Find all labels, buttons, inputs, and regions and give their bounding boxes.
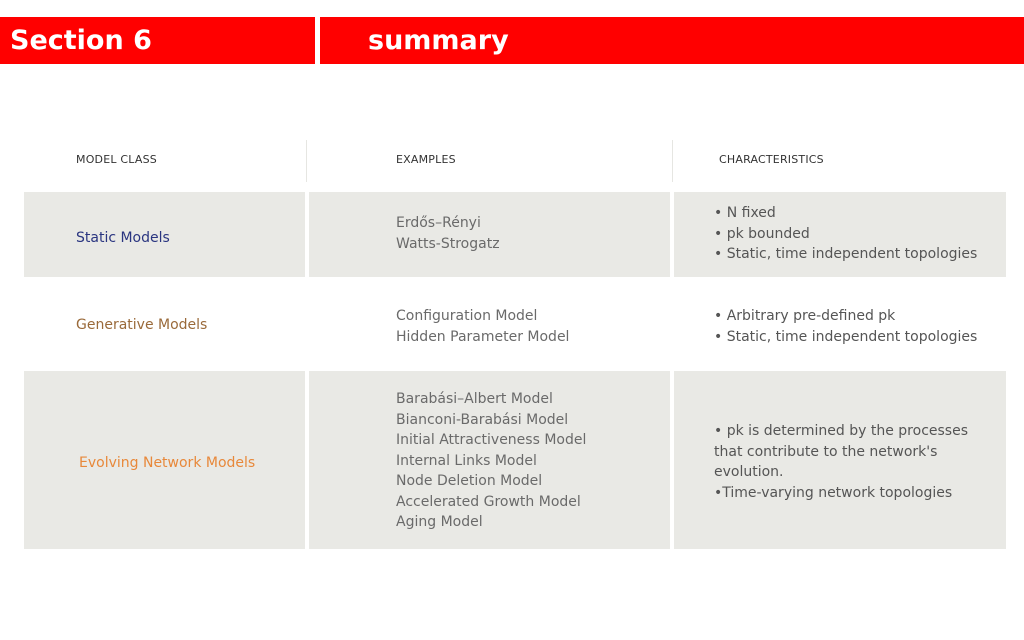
- examples-evolving: [396, 389, 586, 533]
- example-item: Accelerated Growth Model: [396, 493, 581, 510]
- column-header-characteristics: CHARACTERISTICS: [719, 153, 824, 166]
- characteristics-generative: [714, 306, 977, 347]
- characteristic-item: • Arbitrary pre-defined pk: [714, 308, 896, 324]
- column-divider: [672, 140, 673, 182]
- table-row-cell: [24, 192, 305, 277]
- characteristic-item: evolution.: [714, 464, 784, 480]
- characteristic-item: • N fixed: [714, 205, 776, 221]
- characteristics-evolving: [714, 421, 968, 503]
- examples-generative: [396, 306, 569, 347]
- model-class-static: Static Models: [76, 230, 170, 246]
- characteristic-item: • Static, time independent topologies: [714, 246, 978, 262]
- column-header-model-class: MODEL CLASS: [76, 153, 157, 166]
- table-row-cell: [309, 192, 670, 277]
- example-item: Hidden Parameter Model: [396, 328, 570, 345]
- examples-static: [396, 213, 500, 254]
- table-row-cell: [24, 280, 305, 368]
- table-row-cell: [674, 192, 1006, 277]
- characteristic-item: that contribute to the network's: [714, 443, 938, 460]
- table-row-cell: [24, 371, 305, 549]
- column-divider: [306, 140, 307, 182]
- table-row-cell: [309, 371, 670, 549]
- characteristics-static: [714, 203, 977, 265]
- example-item: Watts-Strogatz: [396, 235, 500, 252]
- slide-title: summary: [320, 17, 1024, 64]
- characteristic-item: • Static, time independent topologies: [714, 328, 978, 345]
- example-item: Barabási–Albert Model: [396, 391, 553, 407]
- table-row-cell: [674, 371, 1006, 549]
- model-class-generative: Generative Models: [76, 317, 208, 333]
- characteristic-item: • pk bounded: [714, 225, 810, 242]
- header-bar: [0, 17, 1024, 64]
- example-item: Erdős–Rényi: [396, 215, 481, 231]
- example-item: Aging Model: [396, 514, 483, 530]
- example-item: Bianconi-Barabási Model: [396, 411, 569, 428]
- table-row-cell: [309, 280, 670, 368]
- example-item: Initial Attractiveness Model: [396, 432, 587, 448]
- model-class-evolving: Evolving Network Models: [79, 455, 256, 471]
- table-row-cell: [674, 280, 1006, 368]
- section-label: Section 6: [0, 17, 315, 64]
- characteristic-item: • pk is determined by the processes: [714, 423, 969, 439]
- example-item: Internal Links Model: [396, 452, 537, 469]
- column-header-examples: EXAMPLES: [396, 153, 456, 166]
- model-summary-table: [24, 140, 1006, 550]
- characteristic-item: •Time-varying network topologies: [714, 484, 953, 501]
- example-item: Node Deletion Model: [396, 473, 543, 489]
- example-item: Configuration Model: [396, 308, 538, 324]
